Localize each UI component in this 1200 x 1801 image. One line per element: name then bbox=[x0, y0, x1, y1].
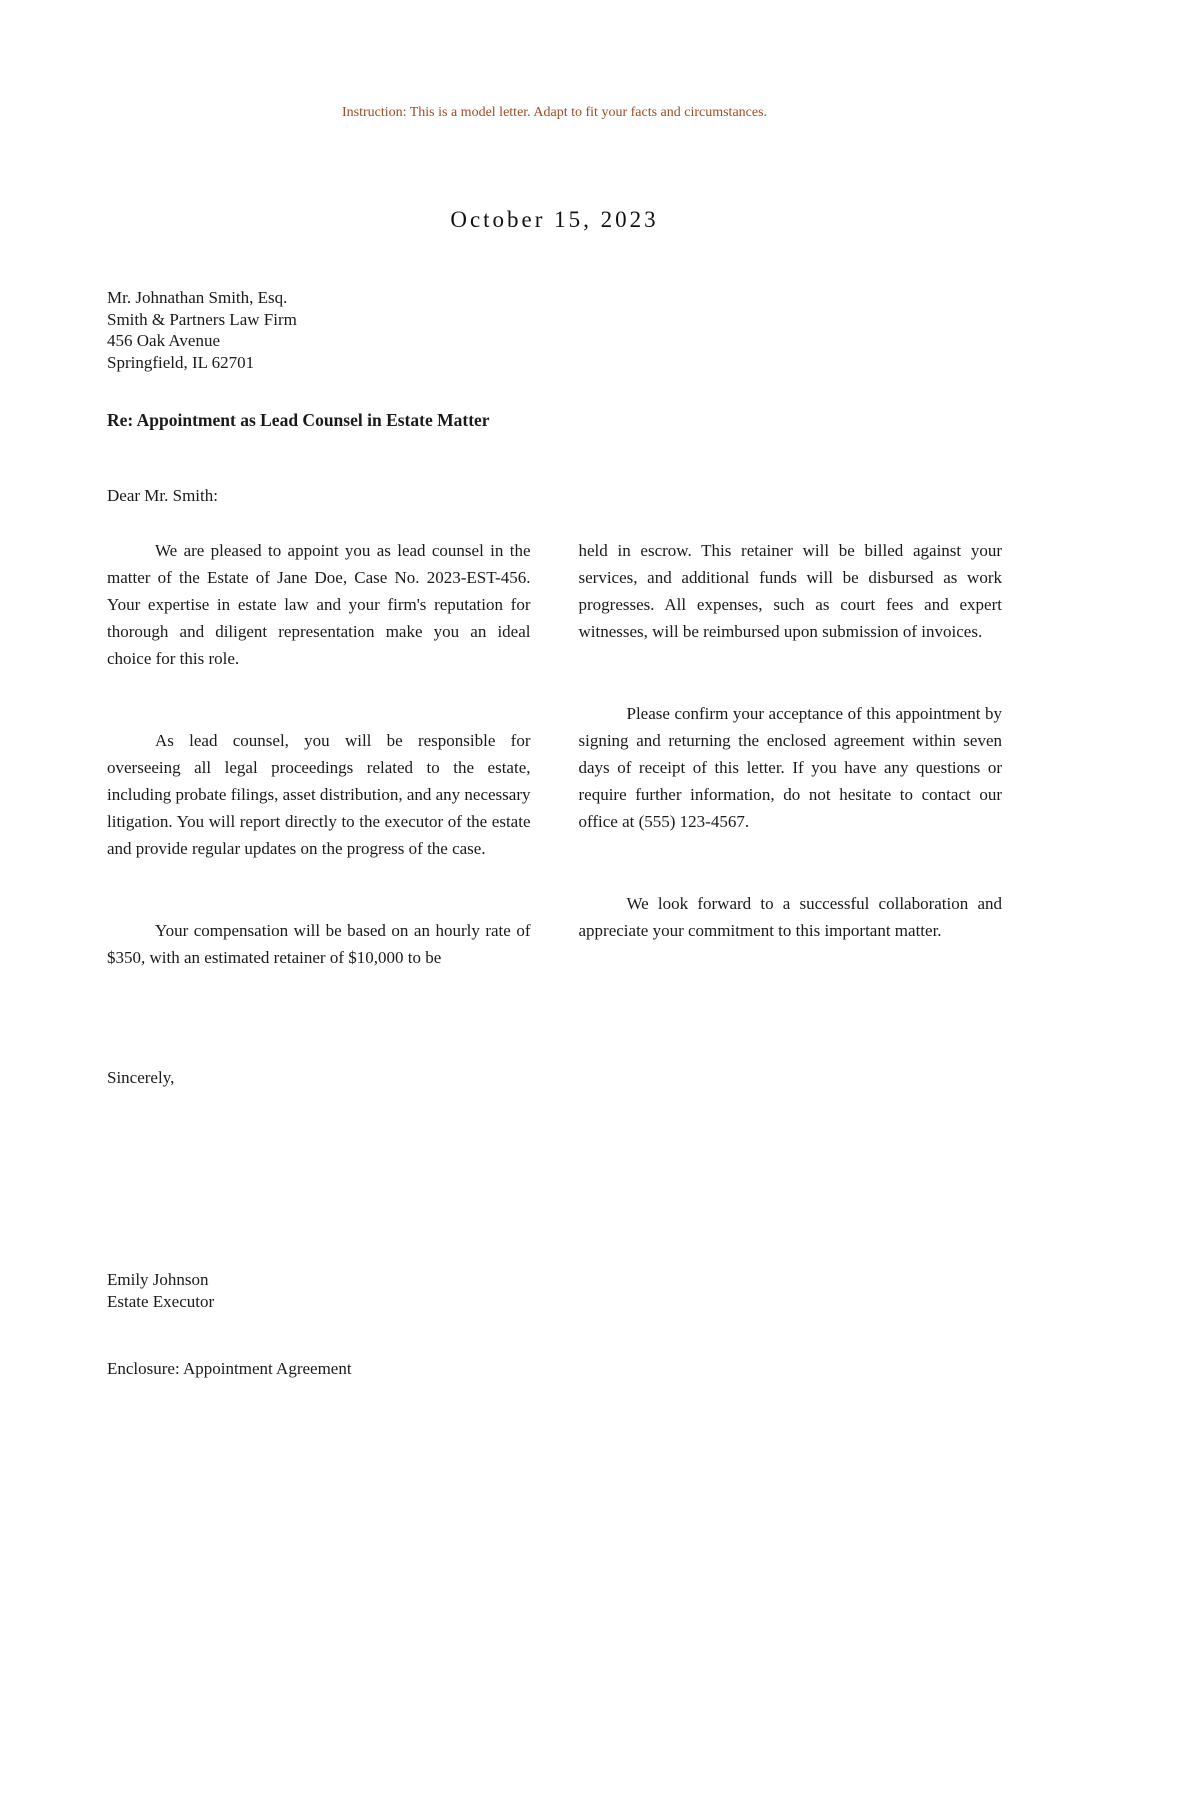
signer-title: Estate Executor bbox=[107, 1291, 215, 1311]
paragraph-responsibilities: As lead counsel, you will be responsible for overseeing all legal proceedings related to the estate, including probate filings, asset distribution, and any necessary litigation. You will report directly to the executor of the estate and provide regular updates on the progress of the case. bbox=[107, 731, 531, 858]
letter-page bbox=[0, 104, 1200, 1801]
body-column-left bbox=[107, 537, 531, 971]
paragraph-appointment: We are pleased to appoint you as lead counsel in the matter of the Estate of Jane Doe, Case No. 2023-EST-456. Your expertise in estate law and your firm's reputation for thorough and diligent representation make you an ideal choice for this role. bbox=[107, 541, 531, 668]
signer-name: Emily Johnson bbox=[107, 1270, 209, 1289]
subject-line: Re: Appointment as Lead Counsel in Estate Matter bbox=[107, 410, 490, 430]
recipient-city-line: Springfield, IL 62701 bbox=[107, 352, 255, 372]
body-column-right bbox=[579, 537, 1003, 971]
recipient-firm-line: Smith & Partners Law Firm bbox=[107, 309, 297, 329]
instruction-note: Instruction: This is a model letter. Adapt to fit your facts and circumstances. bbox=[341, 105, 768, 120]
recipient-name-line: Mr. Johnathan Smith, Esq. bbox=[107, 288, 288, 307]
letter-body bbox=[107, 537, 1002, 971]
paragraph-collaboration: We look forward to a successful collaboration and appreciate your commitment to this important matter. bbox=[578, 894, 1002, 940]
paragraph-compensation-start: Your compensation will be based on an hourly rate of $350, with an estimated retainer of $10,000 to be bbox=[107, 921, 531, 967]
recipient-street-line: 456 Oak Avenue bbox=[107, 331, 220, 350]
recipient-address bbox=[107, 287, 1002, 373]
letter-date: October 15, 2023 bbox=[450, 207, 659, 232]
enclosure-note: Enclosure: Appointment Agreement bbox=[107, 1359, 352, 1378]
valediction: Sincerely, bbox=[107, 1068, 175, 1087]
paragraph-compensation-continued: held in escrow. This retainer will be billed against your services, and additional funds will be disbursed as work progresses. All expenses, such as court fees and expert witnesses, will be reimbursed upon submission of invoices. bbox=[578, 541, 1002, 641]
paragraph-acceptance: Please confirm your acceptance of this appointment by signing and returning the enclosed agreement within seven days of receipt of this letter. If you have any questions or require further information, do not hesitate to contact our office at (555) 123-4567. bbox=[578, 704, 1002, 831]
salutation: Dear Mr. Smith: bbox=[107, 486, 218, 505]
